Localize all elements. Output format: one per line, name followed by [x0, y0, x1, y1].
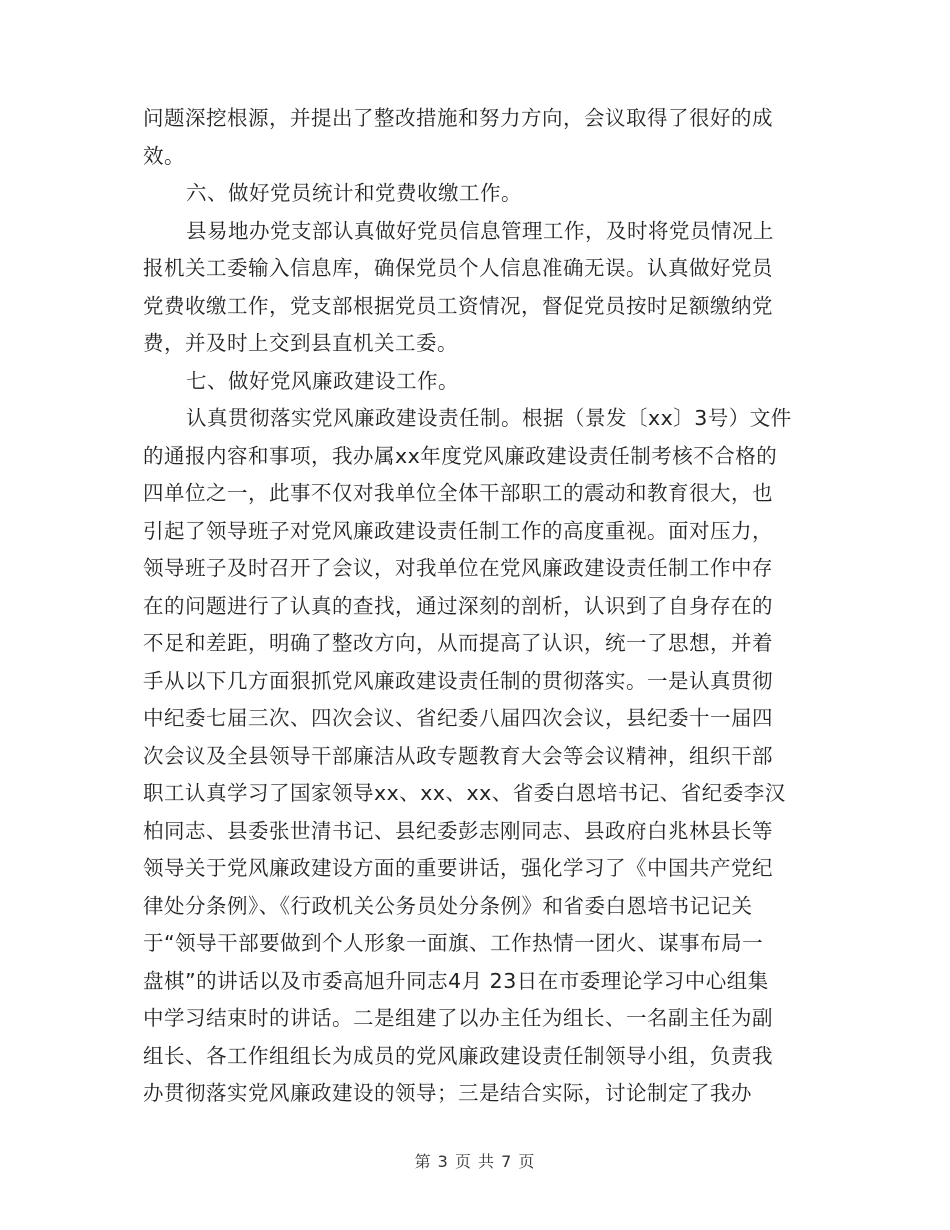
document-body [143, 100, 813, 1113]
text-line: 问题深挖根源，并提出了整改措施和努力方向，会议取得了很好的成 [143, 106, 773, 130]
text-line: 次会议及全县领导干部廉洁从政专题教育大会等会议精神，组织干部 [143, 743, 773, 768]
text-line: 手从以下几方面狠抓党风廉政建设责任制的贯彻落实。一是认真贯彻 [143, 668, 773, 693]
text-line: 县易地办党支部认真做好党员信息管理工作，及时将党员情况上 [186, 218, 774, 243]
text-line: 认真贯彻落实党风廉政建设责任制。根据（景发〔xx〕3号）文件 [186, 406, 792, 430]
text-line: 中纪委七届三次、四次会议、省纪委八届四次会议，县纪委十一届四 [143, 706, 773, 730]
text-line: 效。 [143, 143, 185, 168]
text-line: 职工认真学习了国家领导xx、xx、xx、省委白恩培书记、省纪委李汉 [143, 781, 786, 805]
text-line: 费，并及时上交到县直机关工委。 [143, 331, 458, 355]
text-line: 组长、各工作组组长为成员的党风廉政建设责任制领导小组，负责我 [143, 1043, 773, 1068]
text-line: 引起了领导班子对党风廉政建设责任制工作的高度重视。面对压力， [143, 518, 773, 543]
text-line: 律处分条例》、《行政机关公务员处分条例》和省委白恩培书记记关 [143, 893, 753, 918]
text-line: 办贯彻落实党风廉政建设的领导；三是结合实际，讨论制定了我办 [143, 1081, 752, 1105]
text-line: 党费收缴工作，党支部根据党员工资情况，督促党员按时足额缴纳党 [143, 293, 773, 318]
text-line: 不足和差距，明确了整改方向，从而提高了认识，统一了思想，并着 [143, 631, 773, 655]
page-footer: 第 3 页 共 7 页 [414, 1152, 536, 1171]
text-line: 盘棋”的讲话以及市委高旭升同志4月 23日在市委理论学习中心组集 [143, 968, 769, 993]
text-line: 于“领导干部要做到个人形象一面旗、工作热情一团火、谋事布局一 [143, 931, 764, 955]
text-line: 六、做好党员统计和党费收缴工作。 [186, 181, 522, 205]
text-line: 的通报内容和事项，我办属xx年度党风廉政建设责任制考核不合格的 [143, 443, 778, 468]
text-line: 领导班子及时召开了会议，对我单位在党风廉政建设责任制工作中存 [143, 556, 773, 580]
text-line: 报机关工委输入信息库，确保党员个人信息准确无误。认真做好党员 [143, 256, 773, 280]
text-line: 在的问题进行了认真的查找，通过深刻的剖析，认识到了自身存在的 [143, 593, 773, 618]
text-line: 中学习结束时的讲话。二是组建了以办主任为组长、一名副主任为副 [143, 1006, 773, 1030]
text-line: 七、做好党风廉政建设工作。 [186, 368, 459, 393]
text-line: 四单位之一，此事不仅对我单位全体干部职工的震动和教育很大，也 [143, 481, 773, 505]
text-line: 柏同志、县委张世清书记、县纪委彭志刚同志、县政府白兆林县长等 [143, 818, 773, 843]
text-line: 领导关于党风廉政建设方面的重要讲话，强化学习了《中国共产党纪 [143, 856, 773, 880]
